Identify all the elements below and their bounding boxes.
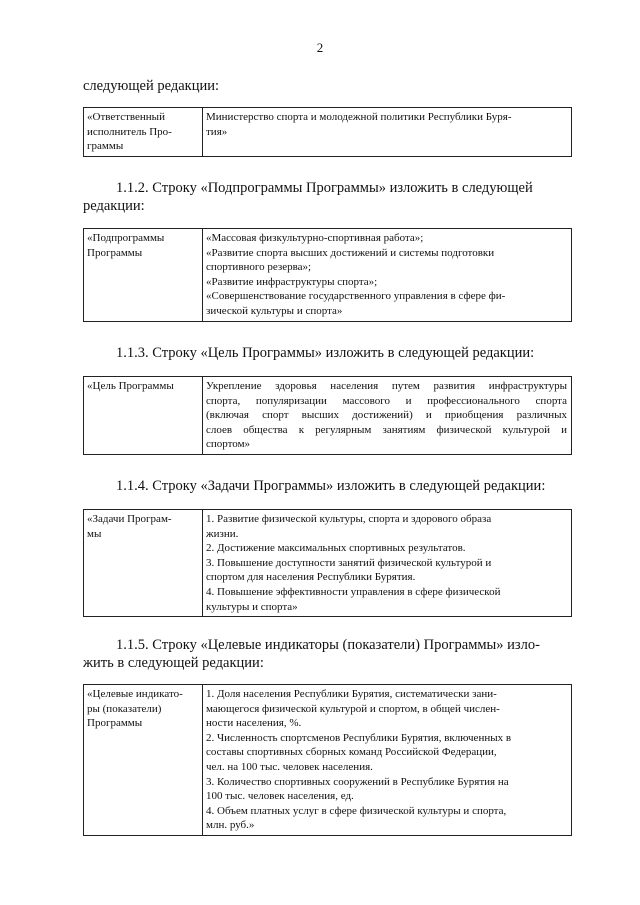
row-label-line: «Задачи Програм- (87, 513, 172, 525)
row-label-cell (84, 510, 203, 617)
row-value-line: 2. Численность спортсменов Республики Бурятия, включенных в (206, 731, 512, 744)
row-value-line: «Развитие инфраструктуры спорта»; (206, 275, 378, 288)
table-row (84, 108, 572, 157)
row-value-line: спортом для населения Республики Бурятия. (206, 571, 416, 584)
row-label-cell (84, 108, 203, 157)
section-1-1-2-heading (83, 179, 571, 215)
row-value-cell (203, 377, 572, 455)
row-value-line: «Развитие спорта высших достижений и системы подготовки (206, 246, 495, 259)
row-value-line: млн. руб.» (206, 819, 255, 832)
row-value-line: 4. Повышение эффективности управления в сфере физической (206, 585, 501, 598)
row-value-line: спорта, популяризации массового и профессионального спорта (206, 394, 567, 407)
row-value-line: 1. Доля населения Республики Бурятия, систематически зани- (206, 688, 497, 700)
table-row (84, 685, 572, 836)
row-label-cell (84, 229, 203, 322)
row-value-line: «Массовая физкультурно-спортивная работа»; (206, 232, 424, 244)
row-value-line: слоев общества к регулярным занятиям физической культурой и (206, 423, 567, 436)
row-value-line: 2. Достижение максимальных спортивных результатов. (206, 542, 466, 555)
row-label-line: исполнитель Про- (87, 125, 172, 138)
row-label-line: Программы (87, 246, 143, 259)
row-label-line: «Ответственный (87, 111, 165, 123)
heading-line: 1.1.4. Строку «Задачи Программы» изложить в следующей редакции: (116, 478, 546, 494)
row-label-line: «Целевые индикато- (87, 688, 183, 700)
section-1-1-3-heading (83, 344, 571, 362)
heading-line: 1.1.3. Строку «Цель Программы» изложить в следующей редакции: (116, 345, 535, 361)
row-value-line: Министерство спорта и молодежной политики Республики Буря- (206, 111, 512, 123)
row-label-line: мы (87, 527, 102, 540)
table-responsible-executor (83, 107, 572, 157)
row-label-cell (84, 377, 203, 455)
row-value-line: Укрепление здоровья населения путем развития инфраструктуры (206, 380, 567, 392)
row-value-line: 3. Количество спортивных сооружений в Республике Бурятия на (206, 775, 509, 788)
table-row (84, 377, 572, 455)
row-label-line: граммы (87, 140, 124, 153)
row-value-cell (203, 229, 572, 322)
row-value-cell (203, 685, 572, 836)
row-value-line: ности населения, %. (206, 717, 302, 730)
row-value-line: «Совершенствование государственного управления в сфере фи- (206, 290, 506, 303)
row-value-line: 3. Повышение доступности занятий физической культурой и (206, 556, 492, 569)
row-value-cell (203, 510, 572, 617)
table-subprograms (83, 228, 572, 322)
table-row (84, 510, 572, 617)
intro-line: следующей редакции: (83, 78, 220, 94)
row-value-line: 4. Объем платных услуг в сфере физической культуры и спорта, (206, 804, 507, 817)
row-label-cell (84, 685, 203, 836)
section-1-1-5-heading (83, 636, 571, 672)
row-value-line: (включая спорт высших достижений) и приобщения различных (206, 409, 567, 422)
row-value-line: мающегося физической культурой и спортом, в общей числен- (206, 702, 500, 715)
row-label-line: ры (показатели) (87, 702, 162, 715)
section-1-1-4-heading (83, 477, 571, 495)
heading-line: 1.1.5. Строку «Целевые индикаторы (показатели) Программы» изло- (116, 637, 540, 653)
row-value-line: спортом» (206, 438, 251, 451)
row-value-line: чел. на 100 тыс. человек населения. (206, 760, 373, 773)
table-row (84, 229, 572, 322)
page-number: 2 (316, 40, 324, 55)
row-label-line: «Цель Программы (87, 380, 174, 392)
table-program-goal (83, 376, 572, 455)
row-value-line: тия» (206, 125, 228, 138)
table-program-tasks (83, 509, 572, 617)
row-value-cell (203, 108, 572, 157)
row-value-line: 100 тыс. человек населения, ед. (206, 790, 354, 803)
row-value-line: культуры и спорта» (206, 600, 298, 613)
row-label-line: «Подпрограммы (87, 232, 165, 244)
table-target-indicators (83, 684, 572, 836)
row-value-line: жизни. (206, 527, 239, 540)
row-value-line: составы спортивных сборных команд Российской Федерации, (206, 746, 497, 759)
row-value-line: спортивного резерва»; (206, 261, 312, 274)
heading-line: жить в следующей редакции: (83, 655, 264, 671)
row-value-line: зической культуры и спорта» (206, 304, 343, 317)
row-label-line: Программы (87, 717, 143, 730)
heading-line: 1.1.2. Строку «Подпрограммы Программы» изложить в следующей (116, 180, 533, 196)
row-value-line: 1. Развитие физической культуры, спорта и здорового образа (206, 513, 492, 525)
heading-line: редакции: (83, 198, 145, 214)
